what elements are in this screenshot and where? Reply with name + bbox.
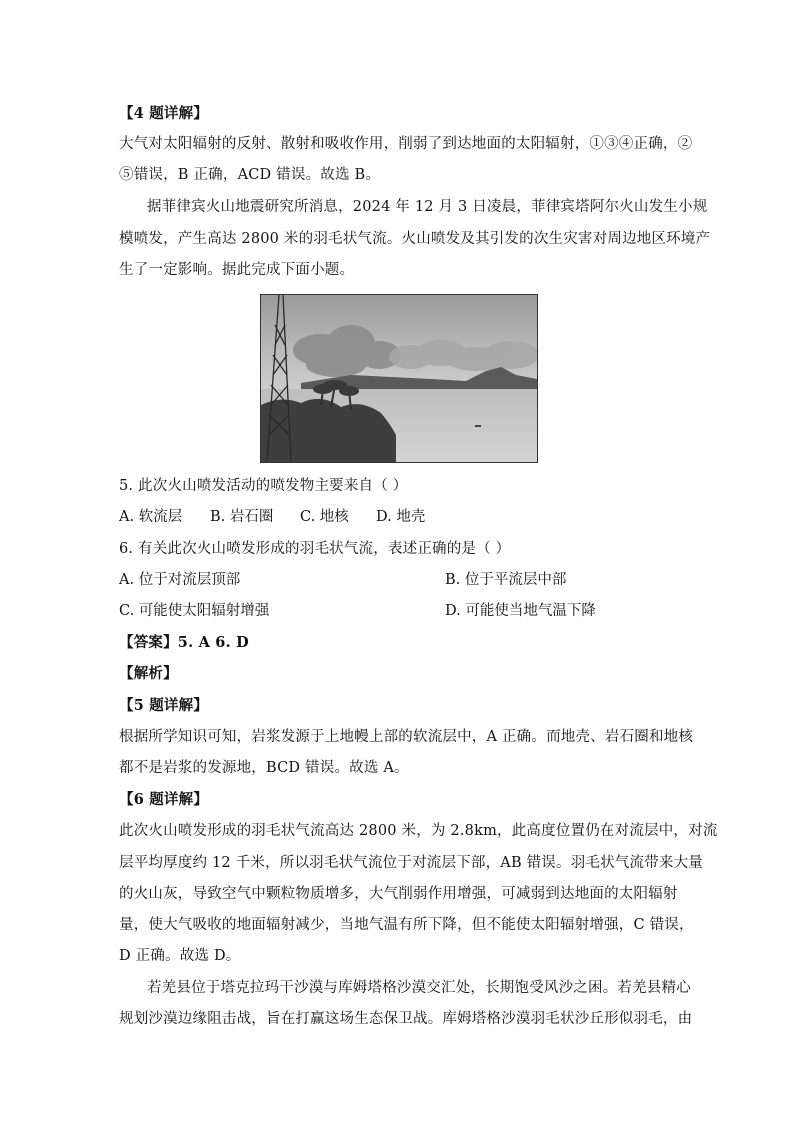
question-5: 5. 此次火山喷发活动的喷发物主要来自（ ） xyxy=(119,478,408,494)
next-passage-line2: 规划沙漠边缘阻击战，旨在打赢这场生态保卫战。库姆塔格沙漠羽毛状沙丘形似羽毛，由 xyxy=(119,1011,693,1027)
q6-option-d: D. 可能使当地气温下降 xyxy=(445,603,596,619)
next-passage-line1: 若羌县位于塔克拉玛干沙漠与库姆塔格沙漠交汇处，长期饱受风沙之困。若羌县精心 xyxy=(147,980,691,996)
intro-line3: 生了一定影响。据此完成下面小题。 xyxy=(119,262,355,278)
heading-q5-detail: 【5 题详解】 xyxy=(119,697,209,714)
q5-option-a: A. 软流层 xyxy=(119,509,183,525)
paragraph-q6-line5: D 正确。故选 D。 xyxy=(119,948,241,964)
paragraph-q6-line1: 此次火山喷发形成的羽毛状气流高达 2800 米，为 2.8km，此高度位置仍在对流层中，对流 xyxy=(119,823,718,839)
intro-line2: 模喷发，产生高达 2800 米的羽毛状气流。火山喷发及其引发的次生灾害对周边地区环境产 xyxy=(119,231,711,247)
analysis-heading: 【解析】 xyxy=(119,665,178,682)
q5-option-c: C. 地核 xyxy=(300,509,349,525)
paragraph-q6-line3: 的火山灰，导致空气中颗粒物质增多，大气削弱作用增强，可减弱到达地面的太阳辐射 xyxy=(119,886,678,902)
paragraph-q4-line1: 大气对太阳辐射的反射、散射和吸收作用，削弱了到达地面的太阳辐射，①③④正确，② xyxy=(119,136,693,152)
q6-option-a: A. 位于对流层顶部 xyxy=(119,572,241,588)
intro-line1: 据菲律宾火山地震研究所消息，2024 年 12 月 3 日凌晨，菲律宾塔阿尔火山发生小规 xyxy=(147,199,708,215)
heading-q6-detail: 【6 题详解】 xyxy=(119,791,209,808)
volcano-eruption-photo xyxy=(260,294,538,463)
paragraph-q6-line4: 量，使大气吸收的地面辐射减少，当地气温有所下降，但不能使太阳辐射增强，C 错误， xyxy=(119,917,694,933)
paragraph-q4-line2: ⑤错误，B 正确，ACD 错误。故选 B。 xyxy=(119,167,381,183)
answer-line: 【答案】5. A 6. D xyxy=(119,634,249,651)
q5-option-d: D. 地壳 xyxy=(376,509,426,525)
q5-option-b: B. 岩石圈 xyxy=(210,509,274,525)
q6-option-c: C. 可能使太阳辐射增强 xyxy=(119,603,270,619)
q6-option-b: B. 位于平流层中部 xyxy=(445,572,567,588)
question-6: 6. 有关此次火山喷发形成的羽毛状气流，表述正确的是（ ） xyxy=(119,541,511,557)
paragraph-q5-line1: 根据所学知识可知，岩浆发源于上地幔上部的软流层中，A 正确。而地壳、岩石圈和地核 xyxy=(119,729,694,745)
paragraph-q6-line2: 层平均厚度约 12 千米，所以羽毛状气流位于对流层下部，AB 错误。羽毛状气流带来大量 xyxy=(119,855,704,871)
heading-q4-detail: 【4 题详解】 xyxy=(119,105,209,122)
paragraph-q5-line2: 都不是岩浆的发源地，BCD 错误。故选 A。 xyxy=(119,760,409,776)
